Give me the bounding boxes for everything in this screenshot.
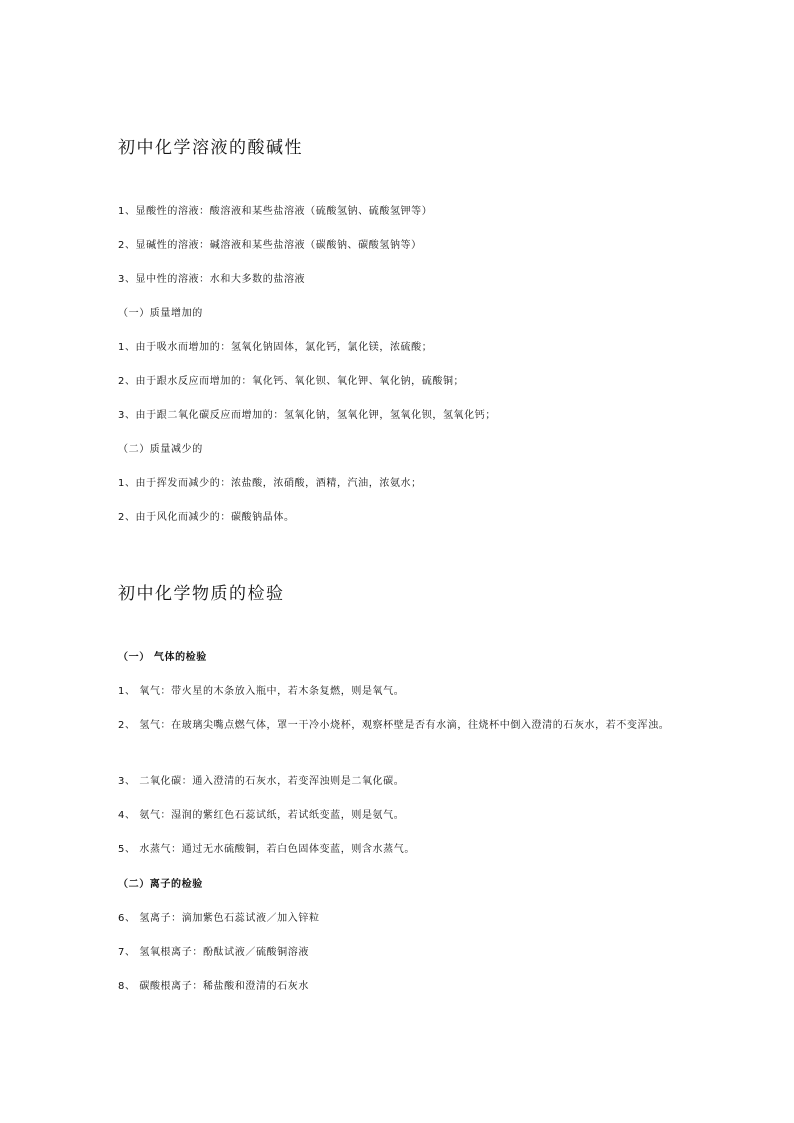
text-line: 2、 氢气：在玻璃尖嘴点燃气体，罩一干冷小烧杯，观察杯壁是否有水滴，往烧杯中倒入澄清的石灰水，若不变浑浊。 [118,720,670,731]
text-line: 3、由于跟二氧化碳反应而增加的：氢氧化钠，氢氧化钾，氢氧化钡，氢氧化钙； [118,410,496,421]
subheading-gas-test: （一） 气体的检验 [118,652,207,663]
text-line: 6、 氢离子：滴加紫色石蕊试液／加入锌粒 [118,913,320,924]
text-line: 5、 水蒸气：通过无水硫酸铜，若白色固体变蓝，则含水蒸气。 [118,844,415,855]
subheading-ion-test: （二）离子的检验 [118,879,203,890]
text-line: 1、由于挥发而减少的：浓盐酸，浓硝酸，酒精，汽油，浓氨水； [118,478,422,489]
section-title-inspection: 初中化学物质的检验 [118,584,285,604]
text-line: 1、显酸性的溶液：酸溶液和某些盐溶液（硫酸氢钠、硫酸氢钾等） [118,206,433,217]
text-line: 3、 二氧化碳：通入澄清的石灰水，若变浑浊则是二氧化碳。 [118,776,405,787]
subheading-mass-decrease: （二）质量减少的 [118,444,203,455]
text-line: 1、由于吸水而增加的：氢氧化钠固体，氯化钙，氯化镁，浓硫酸； [118,342,433,353]
section-title-acidity: 初中化学溶液的酸碱性 [118,138,303,158]
text-line: 2、显碱性的溶液：碱溶液和某些盐溶液（碳酸钠、碳酸氢钠等） [118,240,422,251]
text-line: 2、由于跟水反应而增加的：氧化钙、氧化钡、氧化钾、氧化钠，硫酸铜； [118,376,465,387]
text-line: 4、 氨气：湿润的紫红色石蕊试纸，若试纸变蓝，则是氨气。 [118,810,405,821]
text-line: 7、 氢氧根离子：酚酞试液／硫酸铜溶液 [118,947,309,958]
subheading-mass-increase: （一）质量增加的 [118,308,203,319]
text-line: 1、 氧气：带火星的木条放入瓶中，若木条复燃，则是氧气。 [118,686,405,697]
text-line: 3、显中性的溶液：水和大多数的盐溶液 [118,274,306,285]
text-line: 2、由于风化而减少的：碳酸钠晶体。 [118,512,295,523]
text-line: 8、 碳酸根离子：稀盐酸和澄清的石灰水 [118,981,309,992]
